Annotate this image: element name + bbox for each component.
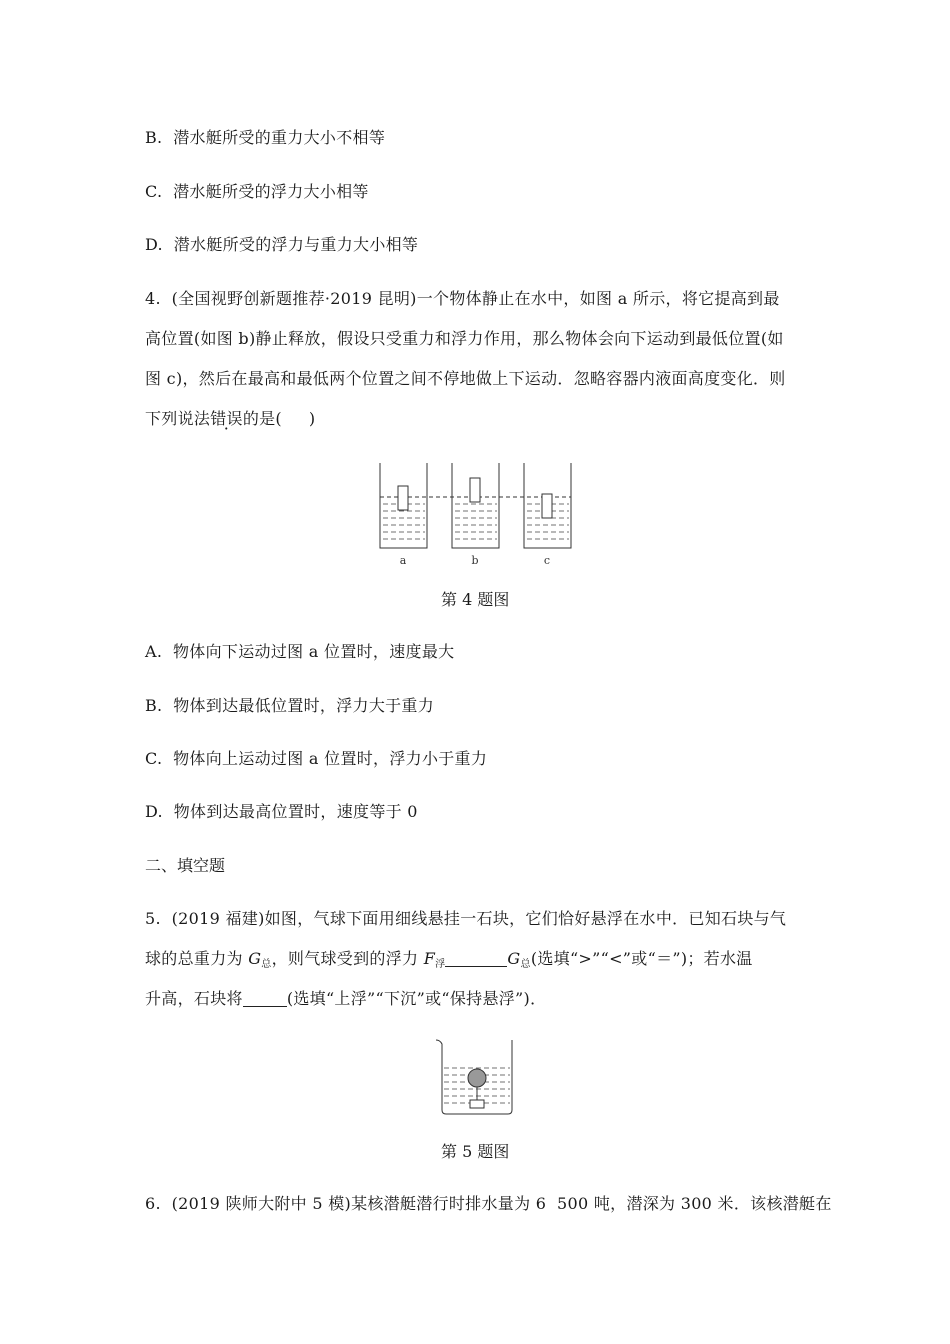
q5-answer-blank-1[interactable] [445,950,507,967]
fig-label-b: b [471,554,479,567]
balloon [468,1069,486,1087]
q3-option-b: B. 潜水艇所受的重力大小不相等 [145,128,386,147]
q5-stem-line-3: 升高，石块将 (选填“上浮”“下沉”或“保持悬浮”)． [145,989,547,1008]
beaker-b [452,463,499,548]
q3-option-c: C. 潜水艇所受的浮力大小相等 [145,182,369,201]
q4-stem-line-3: 图 c)，然后在最高和最低两个位置之间不停地做上下运动．忽略容器内液面高度变化．则 [145,369,786,388]
q5-figure-beaker [432,1036,522,1118]
q4-option-b: B. 物体到达最低位置时，浮力大于重力 [145,696,435,715]
q4-stem-line-2: 高位置(如图 b)静止释放，假设只受重力和浮力作用，那么物体会向下运动到最低位置(如 [145,329,784,348]
fig-label-c: c [543,554,551,567]
q6-stem-line-1: 6. (2019 陕师大附中 5 模)某核潜艇潜行时排水量为 6 500 吨，潜深为 300 米．该核潜艇在 [145,1194,832,1213]
fig-label-a: a [399,554,407,567]
q4-figure-containers [375,460,575,570]
q4-option-c: C. 物体向上运动过图 a 位置时，浮力小于重力 [145,749,488,768]
object-a [398,486,408,510]
q4-stem-post: 的是( ) [242,409,316,428]
q5-stem-line-1: 5. (2019 福建)如图，气球下面用细线悬挂一石块，它们恰好悬浮在水中．已知石块与气 [145,909,787,928]
q4-stem-line-4 [145,408,315,430]
q4-stem-line-1: 4. (全国视野创新题推荐·2019 昆明)一个物体静止在水中，如图 a 所示，将它提高到最 [145,289,780,308]
q4-stem-emphasis: 错误 [210,409,243,428]
q3-option-d: D. 潜水艇所受的浮力与重力大小相等 [145,235,419,254]
stone [470,1100,484,1108]
q4-option-a: A. 物体向下运动过图 a 位置时，速度最大 [145,642,455,661]
q4-stem-pre: 下列说法 [145,409,211,428]
q4-figure-caption: 第 4 题图 [441,590,510,609]
q5-answer-blank-2[interactable] [243,990,287,1007]
object-b [470,478,480,502]
q4-option-d: D. 物体到达最高位置时，速度等于 0 [145,802,418,821]
q5-stem-line-2: 球的总重力为 $G_总$，则气球受到的浮力 $F_浮$ $G_总$(选填“>”“<”或“＝”)；若水温 [145,949,753,970]
object-c [542,494,552,518]
section-title-fill-blank: 二、填空题 [145,856,226,875]
q5-figure-caption: 第 5 题图 [441,1142,510,1161]
